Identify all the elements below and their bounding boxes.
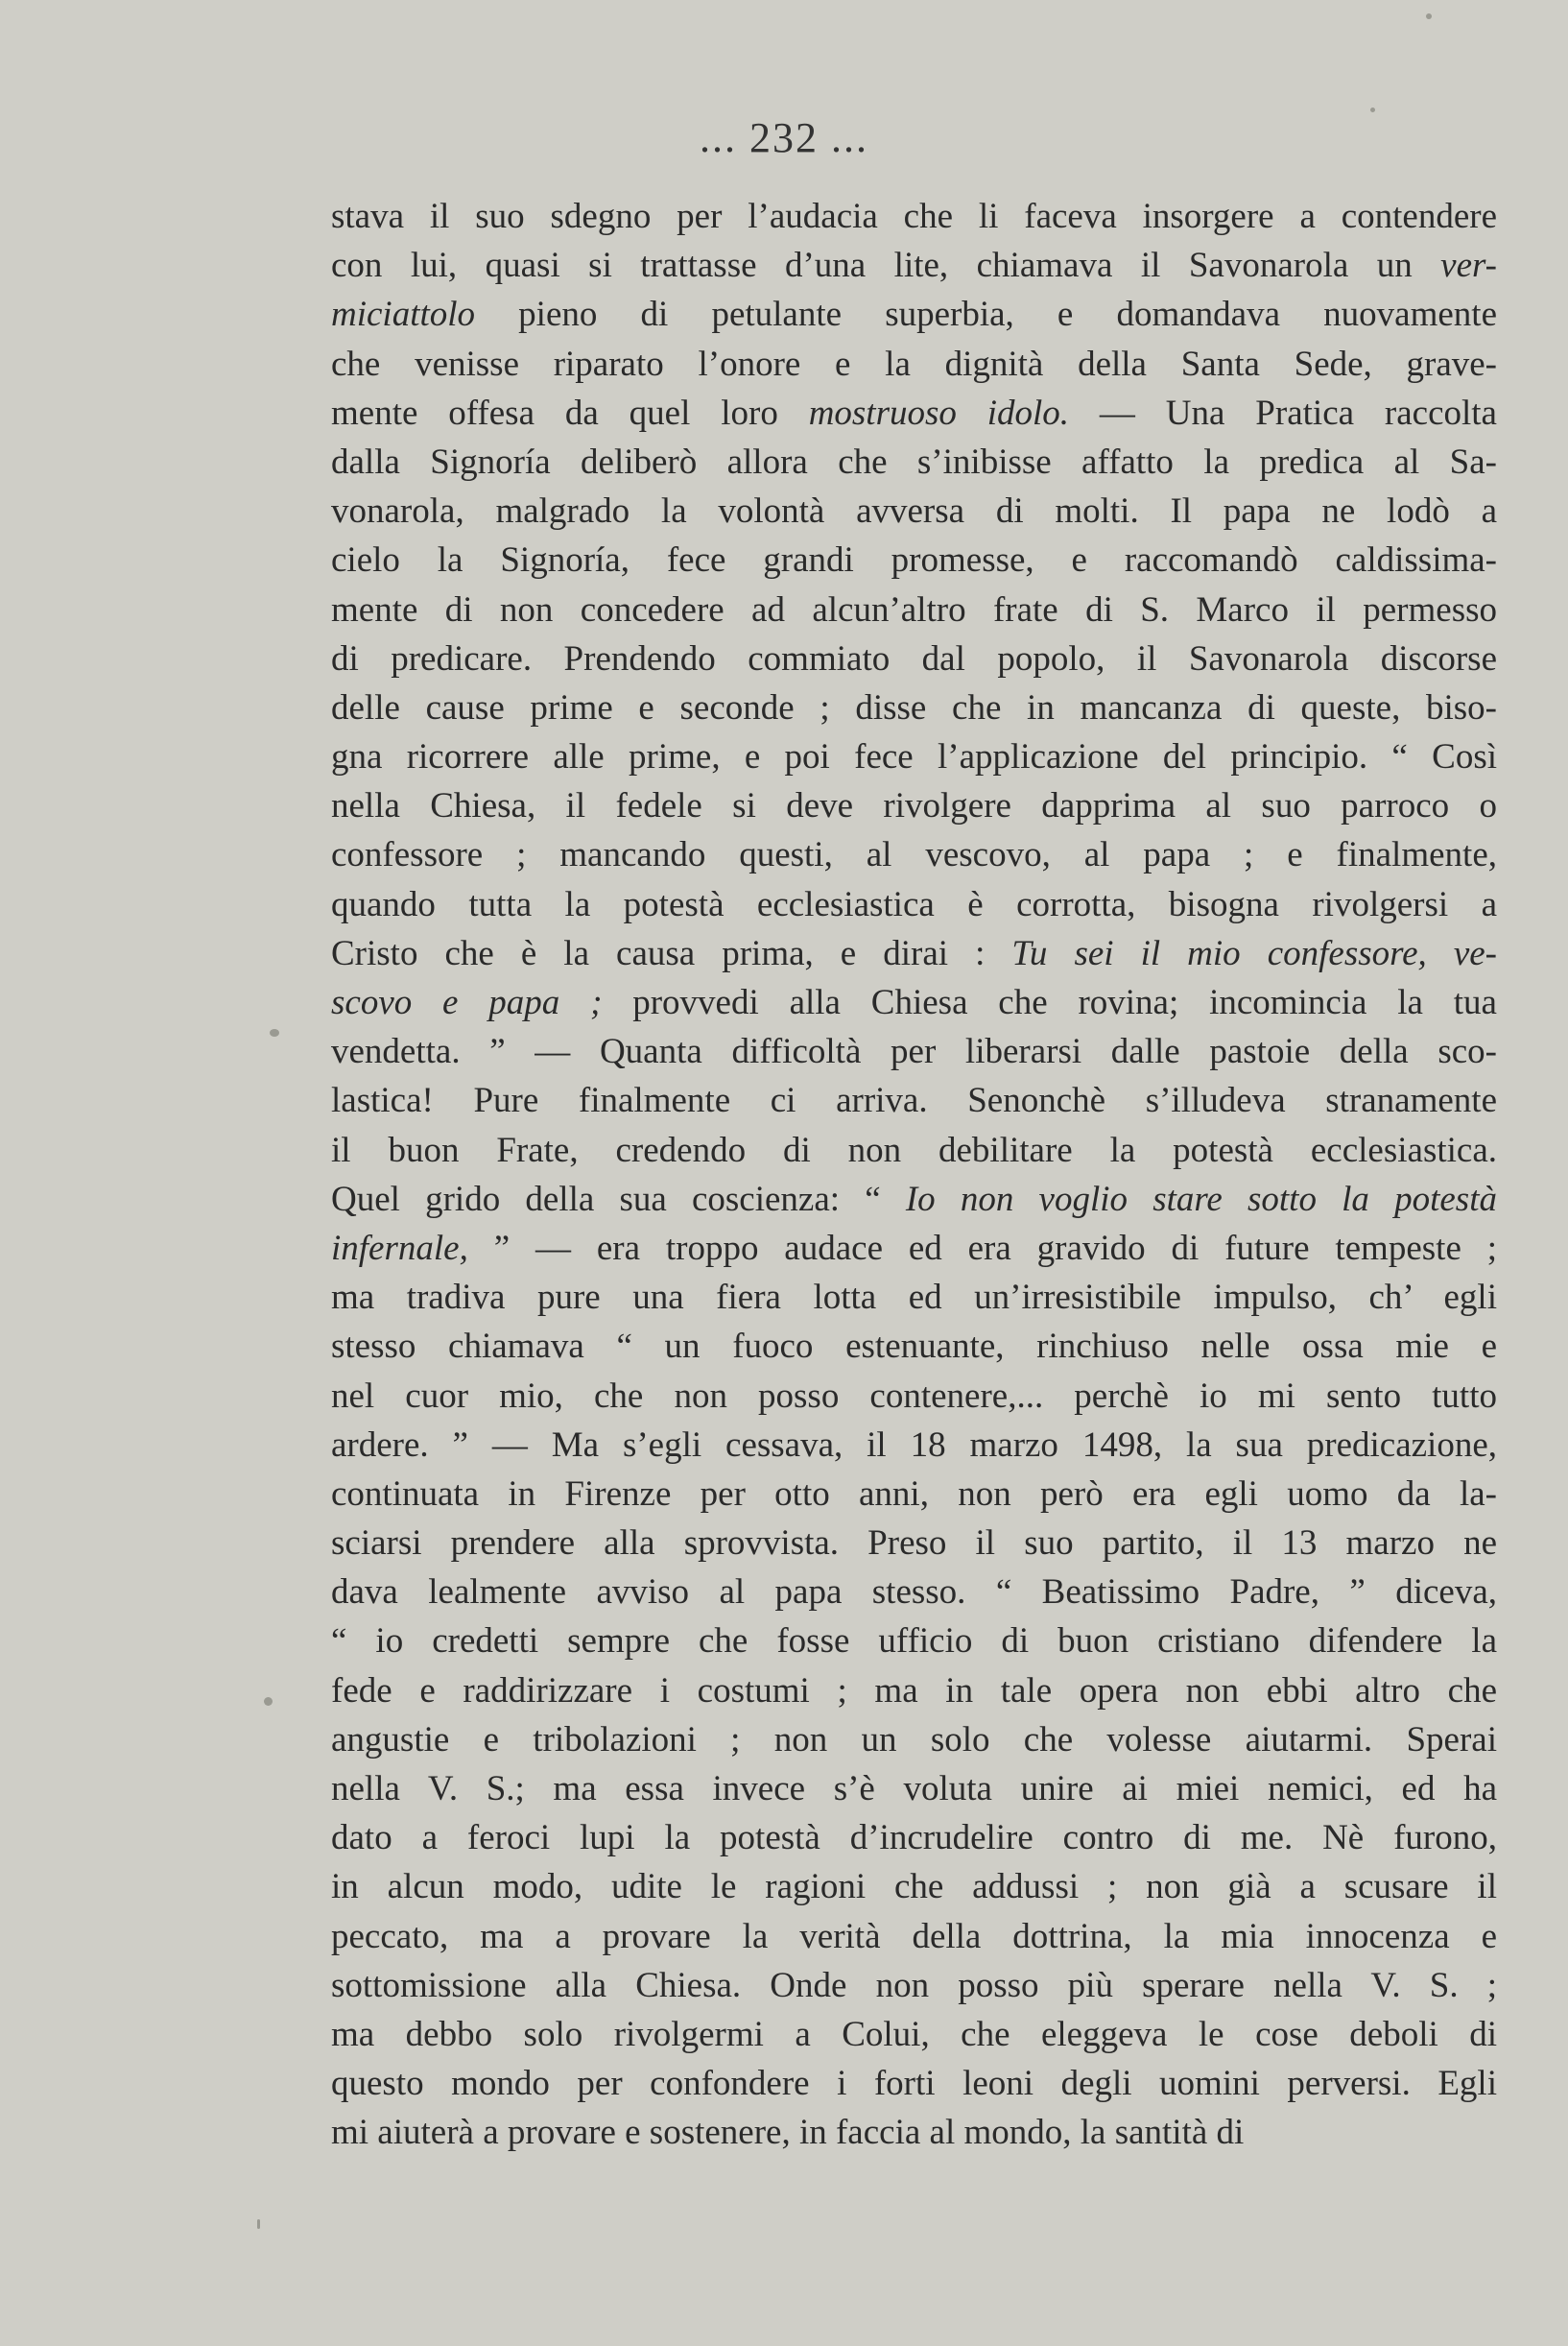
text-segment: Cristo che è la causa prima, e dirai : — [331, 933, 1012, 973]
text-segment: in alcun modo, udite le ragioni che addussi ; non già a scusare il — [331, 1867, 1497, 1907]
text-line — [331, 1813, 1497, 1862]
text-segment: continuata in Firenze per otto anni, non però era egli uomo da la- — [331, 1473, 1497, 1514]
italic-text: Tu sei il mio confessore, ve- — [1011, 933, 1497, 973]
text-segment: angustie e tribolazioni ; non un solo che volesse aiutarmi. Sperai — [331, 1719, 1497, 1760]
text-segment: con lui, quasi si trattasse d’una lite, chiamava il Savonarola un — [331, 246, 1441, 286]
italic-text: Io non voglio stare sotto la potestà — [905, 1179, 1497, 1219]
text-line — [331, 1273, 1497, 1322]
text-segment: confessore ; mancando questi, al vescovo, al papa ; e finalmente, — [331, 835, 1497, 875]
text-line — [331, 1470, 1497, 1519]
text-segment: “ io credetti sempre che fosse ufficio di buon cristiano difendere la — [331, 1621, 1497, 1662]
text-line — [331, 1027, 1497, 1076]
text-segment: stesso chiamava “ un fuoco estenuante, rinchiuso nelle ossa mie e — [331, 1327, 1497, 1367]
text-line — [331, 290, 1497, 339]
italic-text: ver- — [1440, 246, 1497, 286]
text-segment: ardere. ” — Ma s’egli cessava, il 18 marzo 1498, la sua predicazione, — [331, 1424, 1497, 1465]
text-line — [331, 1519, 1497, 1568]
text-line — [331, 830, 1497, 879]
text-line — [331, 192, 1497, 241]
text-line — [331, 2010, 1497, 2059]
text-segment: ma debbo solo rivolgermi a Colui, che eleggeva le cose deboli di — [331, 2014, 1497, 2054]
text-segment: dato a feroci lupi la potestà d’incrudelire contro di me. Nè furono, — [331, 1818, 1497, 1858]
italic-text: scovo e papa ; — [331, 983, 603, 1022]
text-line — [331, 241, 1497, 290]
italic-text: miciattolo — [331, 295, 476, 335]
text-line — [331, 1076, 1497, 1125]
text-line — [331, 1126, 1497, 1175]
text-segment: dalla Signoría deliberò allora che s’inibisse affatto la predica al Sa- — [331, 442, 1497, 482]
body-text — [331, 192, 1497, 2158]
paper-speck — [1370, 108, 1375, 112]
italic-text: mostruoso idolo. — [808, 393, 1070, 433]
text-line — [331, 1175, 1497, 1224]
text-segment: questo mondo per confondere i forti leoni degli uomini perversi. Egli — [331, 2064, 1497, 2104]
text-line — [331, 1421, 1497, 1470]
text-line — [331, 1715, 1497, 1764]
text-segment: nella Chiesa, il fedele si deve rivolgere dapprima al suo parroco o — [331, 786, 1497, 826]
text-line — [331, 487, 1497, 536]
text-line — [331, 438, 1497, 487]
text-line — [331, 781, 1497, 830]
italic-text: infernale, — [331, 1228, 468, 1268]
text-line — [331, 1666, 1497, 1715]
text-line — [331, 1764, 1497, 1813]
text-segment: sottomissione alla Chiesa. Onde non posso più sperare nella V. S. ; — [331, 1965, 1497, 2005]
text-line — [331, 586, 1497, 634]
text-line — [331, 1616, 1497, 1665]
text-segment: stava il suo sdegno per l’audacia che li faceva insorgere a contendere — [331, 197, 1497, 236]
text-segment: cielo la Signoría, fece grandi promesse, e raccomandò caldissima- — [331, 540, 1497, 581]
text-segment: nel cuor mio, che non posso contenere,... perchè io mi sento tutto — [331, 1376, 1497, 1416]
text-segment: provvedi alla Chiesa che rovina; incomincia la tua — [602, 983, 1497, 1022]
text-segment: lastica! Pure finalmente ci arriva. Senonchè s’illudeva stranamente — [331, 1081, 1497, 1121]
text-segment: delle cause prime e seconde ; disse che in mancanza di queste, biso- — [331, 687, 1497, 728]
text-segment: vendetta. ” — Quanta difficoltà per liberarsi dalle pastoie della sco- — [331, 1032, 1497, 1072]
text-segment: mente offesa da quel loro — [331, 393, 809, 433]
text-segment: nella V. S.; ma essa invece s’è voluta unire ai miei nemici, ed ha — [331, 1769, 1497, 1808]
text-segment: di predicare. Prendendo commiato dal popolo, il Savonarola discorse — [331, 638, 1497, 679]
text-line — [331, 880, 1497, 929]
text-segment: pieno di petulante superbia, e domandava nuovamente — [475, 295, 1497, 335]
text-segment: mi aiuterà a provare e sostenere, in faccia al mondo, la santità di — [331, 2113, 1245, 2153]
paper-speck — [270, 1029, 279, 1037]
text-line — [331, 732, 1497, 781]
paper-speck — [257, 2219, 260, 2229]
text-line — [331, 1961, 1497, 2010]
text-line — [331, 2059, 1497, 2108]
text-line — [331, 2108, 1497, 2157]
text-segment: sciarsi prendere alla sprovvista. Preso il suo partito, il 13 marzo ne — [331, 1523, 1497, 1564]
text-line — [331, 683, 1497, 732]
text-segment: vonarola, malgrado la volontà avversa di molti. Il papa ne lodò a — [331, 491, 1497, 532]
paper-speck — [264, 1697, 273, 1706]
text-line — [331, 1912, 1497, 1961]
text-segment: quando tutta la potestà ecclesiastica è corrotta, bisogna rivolgersi a — [331, 884, 1497, 924]
text-line — [331, 1224, 1497, 1273]
text-segment: dava lealmente avviso al papa stesso. “ Beatissimo Padre, ” diceva, — [331, 1572, 1497, 1613]
text-segment: ” — era troppo audace ed era gravido di future tempeste ; — [467, 1228, 1497, 1268]
text-line — [331, 978, 1497, 1027]
page-number: ... 232 ... — [700, 114, 868, 161]
text-line — [331, 389, 1497, 438]
text-line — [331, 1568, 1497, 1616]
text-line — [331, 929, 1497, 978]
text-line — [331, 634, 1497, 683]
text-line — [331, 1862, 1497, 1911]
text-segment: Quel grido della sua coscienza: “ — [331, 1179, 906, 1219]
text-segment: gna ricorrere alle prime, e poi fece l’applicazione del principio. “ Così — [331, 737, 1497, 778]
text-segment: mente di non concedere ad alcun’altro frate di S. Marco il permesso — [331, 589, 1497, 630]
text-segment: peccato, ma a provare la verità della dottrina, la mia innocenza e — [331, 1916, 1497, 1956]
text-line — [331, 340, 1497, 389]
text-segment: ma tradiva pure una fiera lotta ed un’irresistibile impulso, ch’ egli — [331, 1278, 1497, 1318]
text-segment: — Una Pratica raccolta — [1069, 393, 1497, 433]
text-line — [331, 1322, 1497, 1371]
text-segment: il buon Frate, credendo di non debilitare la potestà ecclesiastica. — [331, 1130, 1497, 1170]
text-line — [331, 536, 1497, 585]
paper-speck — [1426, 13, 1432, 19]
text-segment: che venisse riparato l’onore e la dignità della Santa Sede, grave- — [331, 344, 1497, 384]
text-line — [331, 1372, 1497, 1421]
text-segment: fede e raddirizzare i costumi ; ma in tale opera non ebbi altro che — [331, 1670, 1497, 1711]
